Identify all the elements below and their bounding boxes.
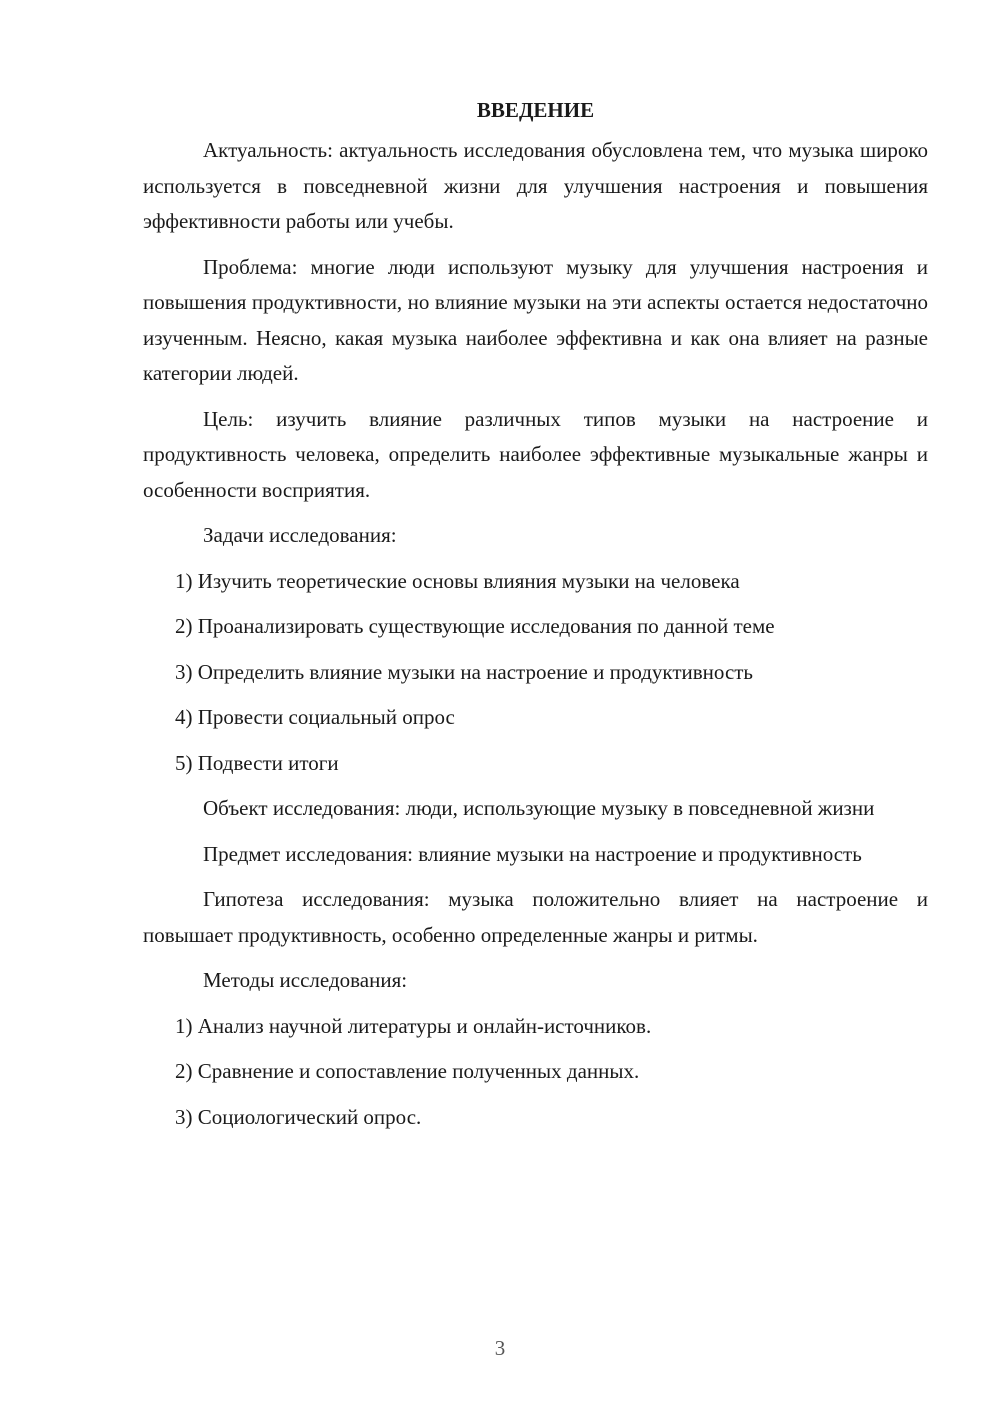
document-page xyxy=(143,92,928,1145)
list-item: 3) Определить влияние музыки на настроение и продуктивность xyxy=(175,659,754,684)
list-item: 3) Социологический опрос. xyxy=(175,1104,422,1129)
problem-paragraph: Проблема: многие люди используют музыку для улучшения настроения и повышения продуктивности, но влияние музыки на эти аспекты остается недостаточно изученным. Неясно, какая музыка наиболее эффективна и как она влияет на разные категории людей. xyxy=(143,254,928,385)
list-item: 1) Изучить теоретические основы влияния музыки на человека xyxy=(175,568,740,593)
goal-paragraph: Цель: изучить влияние различных типов музыки на настроение и продуктивность человека, определить наиболее эффективные музыкальные жанры и особенности восприятия. xyxy=(143,406,928,502)
tasks-list xyxy=(143,564,928,782)
list-item: 2) Сравнение и сопоставление полученных данных. xyxy=(175,1059,640,1083)
subject-paragraph: Предмет исследования: влияние музыки на настроение и продуктивность xyxy=(203,841,862,866)
list-item: 2) Проанализировать существующие исследования по данной теме xyxy=(175,614,775,638)
tasks-heading: Задачи исследования: xyxy=(203,523,397,547)
hypothesis-paragraph: Гипотеза исследования: музыка положительно влияет на настроение и повышает продуктивность, особенно определенные жанры и ритмы. xyxy=(143,887,928,947)
page-title: ВВЕДЕНИЕ xyxy=(476,98,595,122)
methods-heading: Методы исследования: xyxy=(203,968,408,992)
relevance-paragraph: Актуальность: актуальность исследования обусловлена тем, что музыка широко используется в повседневной жизни для улучшения настроения и повышения эффективности работы или учебы. xyxy=(143,138,928,233)
methods-list xyxy=(143,1009,928,1136)
list-item: 4) Провести социальный опрос xyxy=(175,705,455,729)
list-item: 1) Анализ научной литературы и онлайн-источников. xyxy=(175,1013,652,1038)
list-item: 5) Подвести итоги xyxy=(175,750,339,775)
object-paragraph: Объект исследования: люди, использующие музыку в повседневной жизни xyxy=(203,796,875,820)
page-number: 3 xyxy=(494,1336,506,1360)
